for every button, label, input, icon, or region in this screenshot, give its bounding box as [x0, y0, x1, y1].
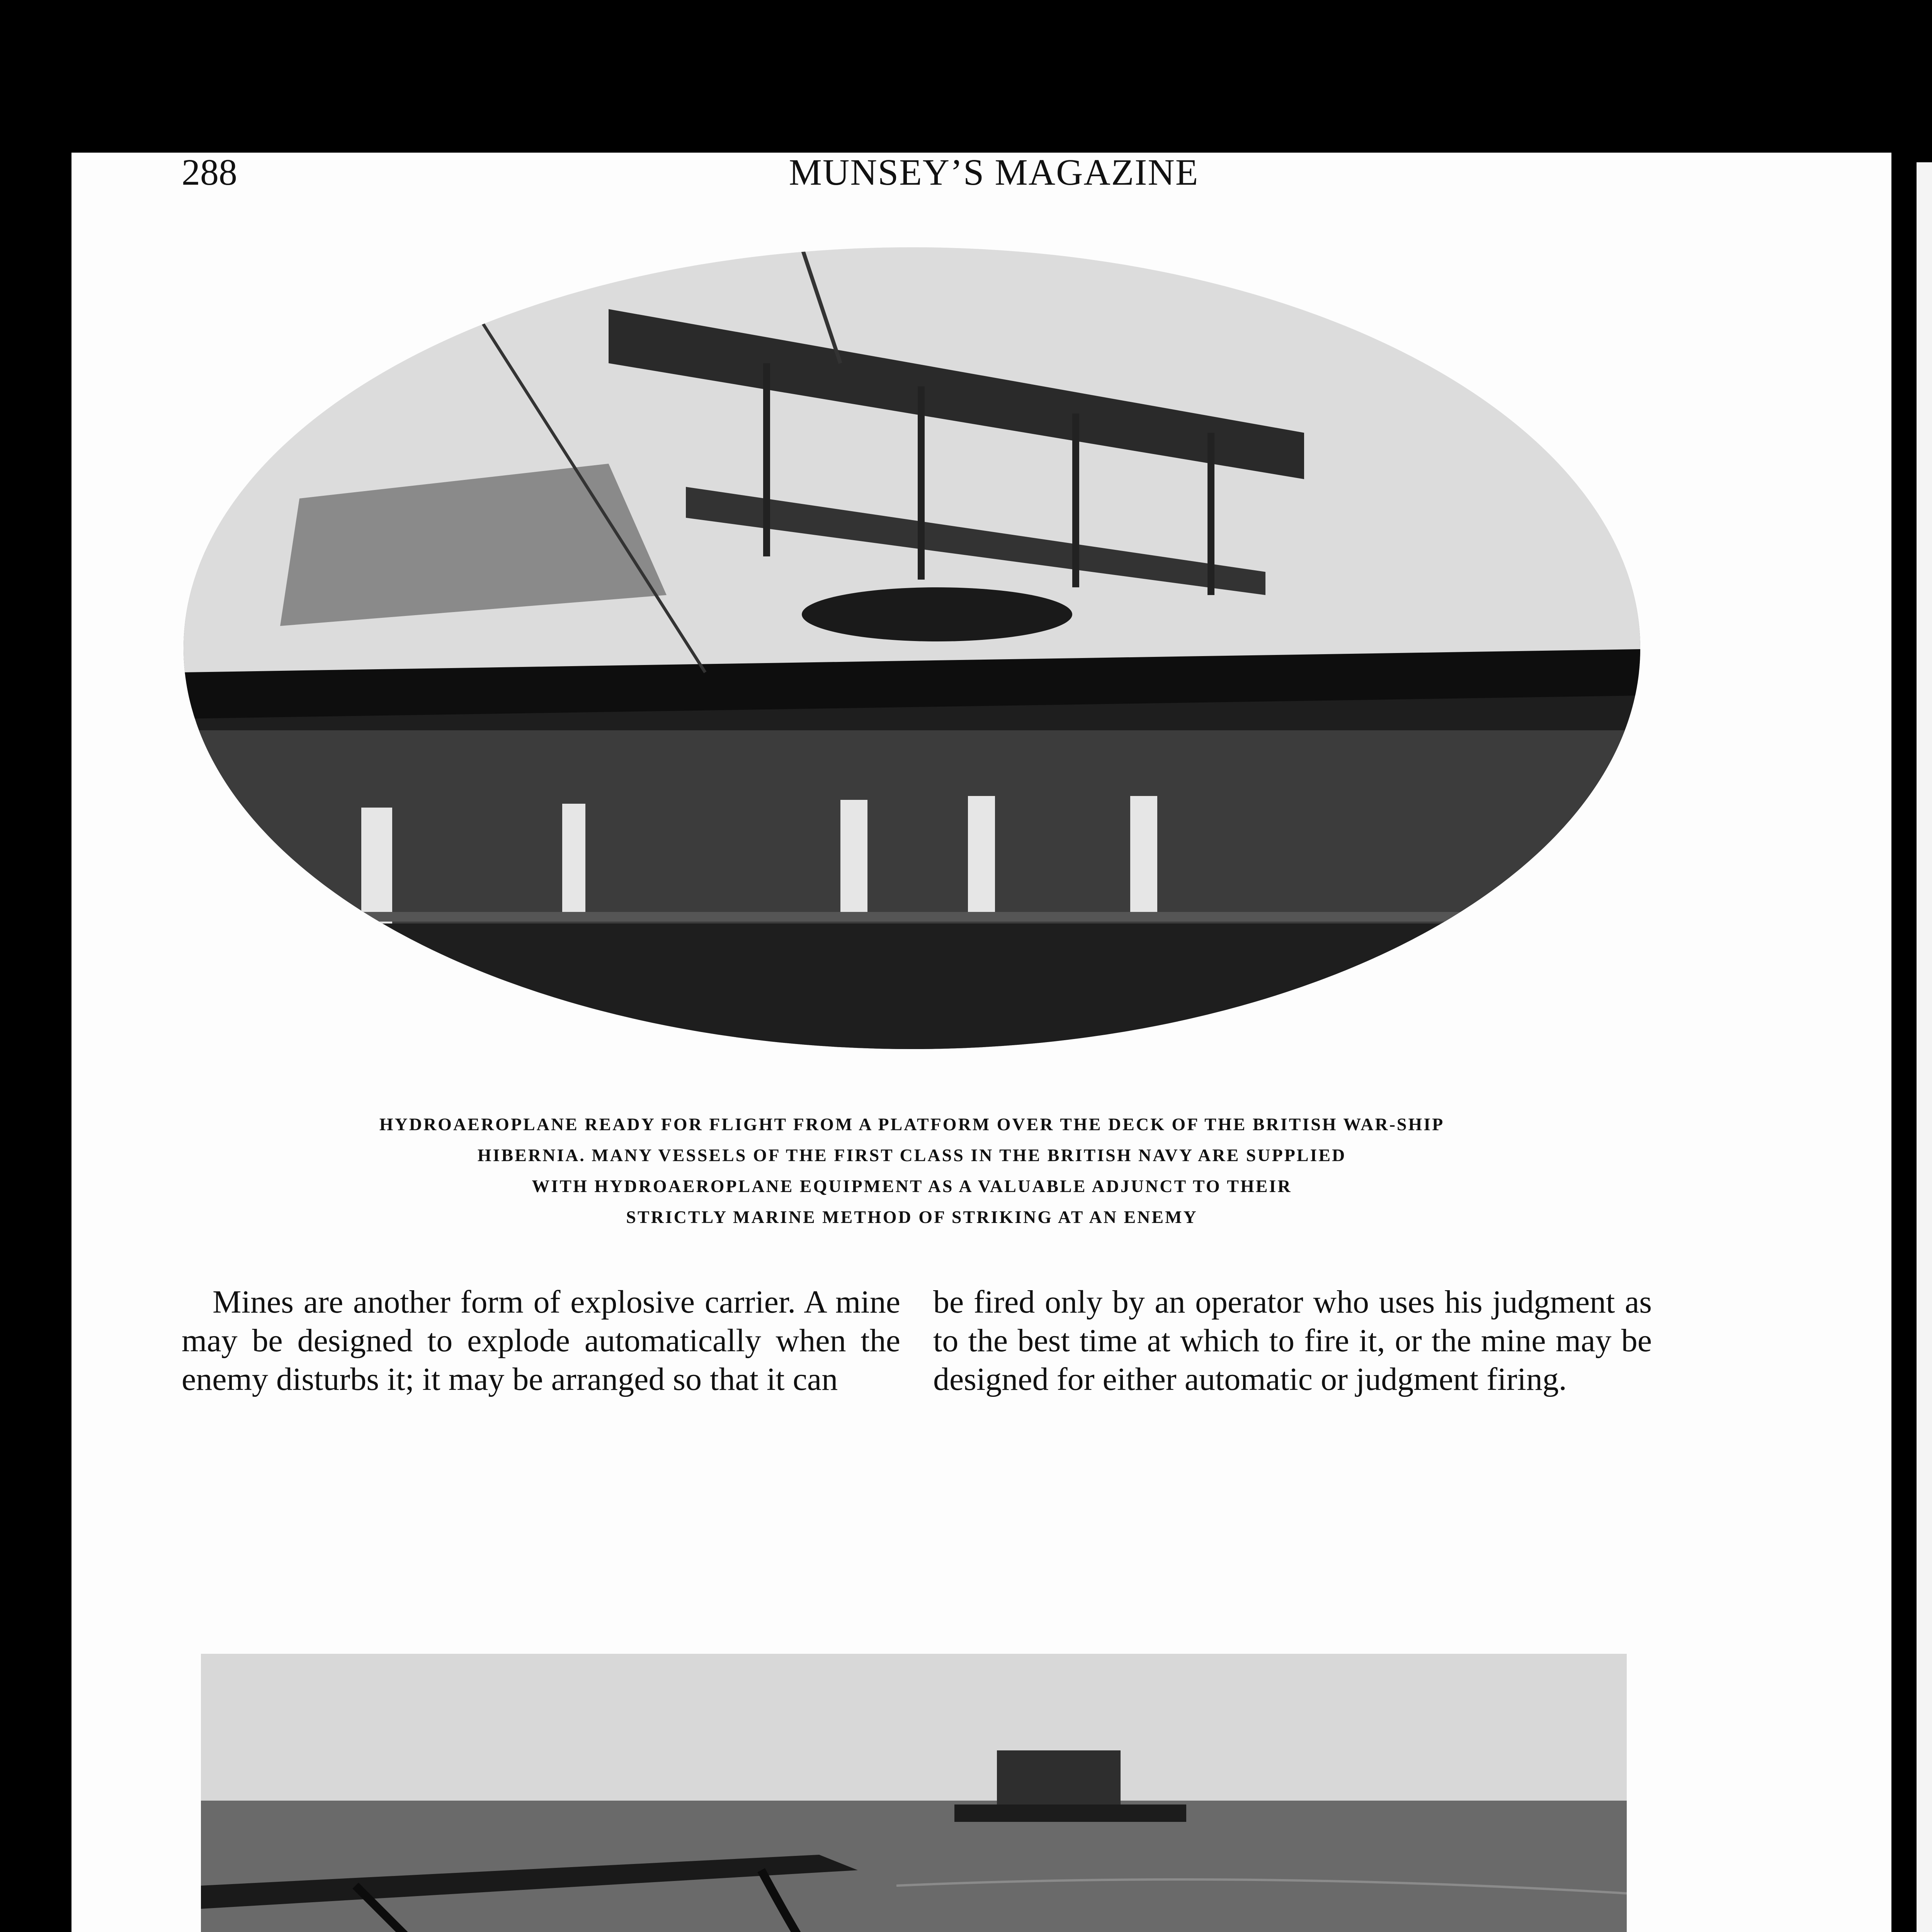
- body-column-left: Mines are another form of explosive carrier. A mine may be designed to explode automatically when the enemy disturbs it; it may be arranged so that it can: [182, 1284, 900, 1397]
- body-column-right: be fired only by an operator who uses his judgment as to the best time at which to fire it, or the mine may be designed for either automatic or judgment firing.: [933, 1284, 1652, 1397]
- hydroaeroplane-photo: [184, 247, 1640, 1049]
- caption-line: HYDROAEROPLANE READY FOR FLIGHT FROM A PLATFORM OVER THE DECK OF THE BRITISH WAR-SHIP: [379, 1114, 1445, 1134]
- adjacent-page-edge: [1917, 162, 1932, 1932]
- page-number: 288: [182, 151, 237, 193]
- caption-line: WITH HYDROAEROPLANE EQUIPMENT AS A VALUABLE ADJUNCT TO THEIR: [532, 1176, 1292, 1196]
- harbor-boom-photo: [201, 1654, 1627, 1932]
- page-header: [0, 151, 1932, 201]
- caption-line: STRICTLY MARINE METHOD OF STRIKING AT AN ENEMY: [626, 1207, 1198, 1227]
- caption-line: HIBERNIA. MANY VESSELS OF THE FIRST CLASS IN THE BRITISH NAVY ARE SUPPLIED: [477, 1145, 1347, 1165]
- figure1-caption: [139, 1109, 1685, 1233]
- running-title: MUNSEY’S MAGAZINE: [789, 151, 1199, 193]
